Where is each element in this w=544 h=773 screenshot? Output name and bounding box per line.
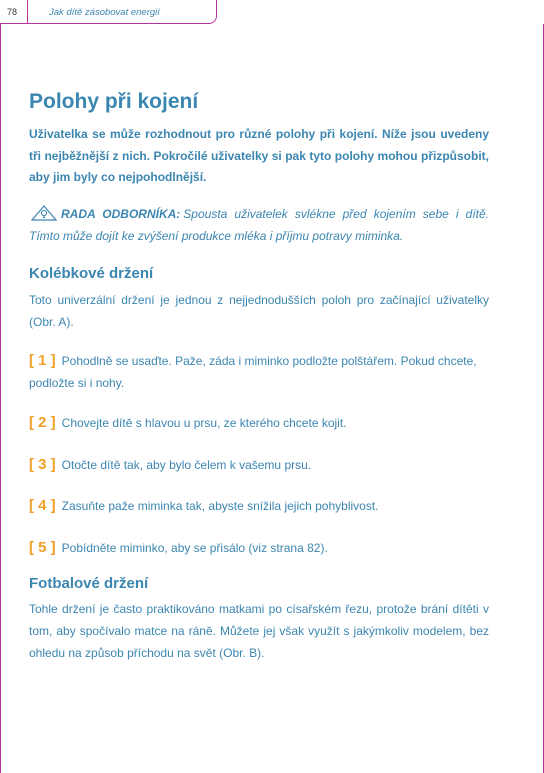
intro-paragraph: Uživatelka se může rozhodnout pro různé polohy při kojení. Níže jsou uvedeny tři nejběžnější z nich. Pokročilé uživatelky si pak tyto polohy mohou přizpůsobit, aby jim byly co nejpohodlnější. <box>29 127 489 184</box>
header-divider <box>27 0 28 24</box>
section-heading-football: Fotbalové držení <box>29 575 149 592</box>
step-number: [ 2 ] <box>29 414 56 431</box>
step-number: [ 4 ] <box>29 497 56 514</box>
step-number: [ 5 ] <box>29 539 56 556</box>
page-title: Polohy při kojení <box>29 90 199 113</box>
section-text-cradle: Toto univerzální držení je jednou z nejjednodušších poloh pro začínající uživatelky (Obr. A). <box>29 293 489 329</box>
page-number: 78 <box>7 7 18 17</box>
section-heading-cradle: Kolébkové držení <box>29 265 154 282</box>
step-text: Pohodlně se usaďte. Paže, záda i miminko podložte polštářem. Pokud chcete, podložte si i nohy. <box>29 354 477 390</box>
step-number: [ 3 ] <box>29 456 56 473</box>
step-1 <box>29 350 489 394</box>
step-text: Pobídněte miminko, aby se přisálo (viz strana 82). <box>61 541 328 555</box>
step-text: Chovejte dítě s hlavou u prsu, ze kterého chcete kojit. <box>61 416 347 430</box>
step-number: [ 1 ] <box>29 352 56 369</box>
step-text: Zasuňte paže miminka tak, abyste snížila jejich pohyblivost. <box>61 499 379 513</box>
left-frame-line <box>0 24 1 773</box>
section-text-football: Tohle držení je často praktikováno matkami po císařském řezu, protože brání dítěti v tom, aby spočívalo matce na ráně. Můžete jej však využít s jakýmkoliv modelem, bez ohledu na způsob příchodu na svět (Obr. B). <box>29 602 489 660</box>
expert-tip <box>29 204 489 247</box>
step-text: Otočte dítě tak, aby bylo čelem k vašemu prsu. <box>61 458 312 472</box>
lightbulb-icon <box>31 205 57 221</box>
step-4 <box>29 495 489 517</box>
tip-label: RADA ODBORNÍKA: <box>61 207 181 221</box>
step-5 <box>29 537 489 559</box>
step-3 <box>29 454 489 476</box>
step-2 <box>29 412 489 434</box>
tip-text: Spousta uživatelek svlékne před kojením sebe i dítě. Tímto může dojít ke zvýšení produkce mléka i příjmu potravy miminka. <box>29 207 489 243</box>
running-title: Jak dítě zásobovat energií <box>49 7 160 18</box>
